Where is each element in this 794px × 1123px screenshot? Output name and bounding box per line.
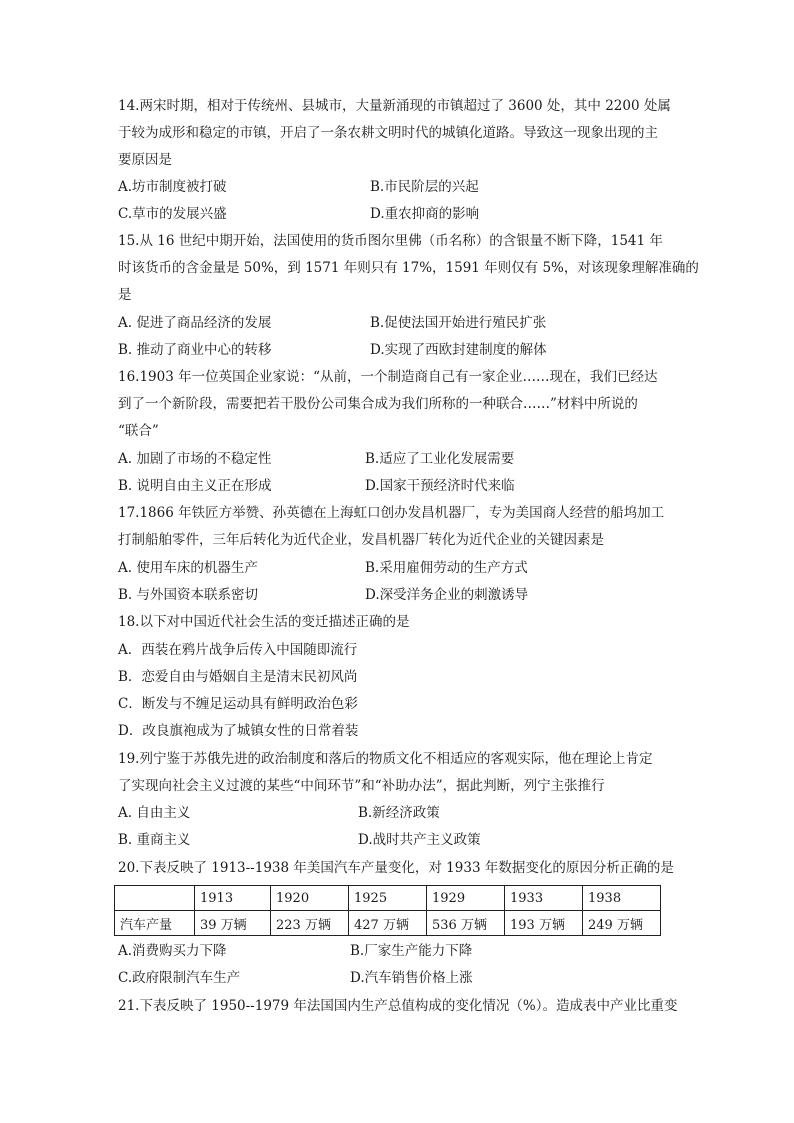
table-cell: 536 万辆 [427, 911, 505, 936]
q19-option-c: B. 重商主义 [118, 832, 191, 848]
q19-stem-line-1: 19.列宁鉴于苏俄先进的政治制度和落后的物质文化不相适应的客观实际，他在理论上肯定 [118, 751, 653, 767]
q16-stem-line-3: “联合” [118, 423, 159, 439]
q17-stem-line-1: 17.1866 年铁匠方举赞、孙英德在上海虹口创办发昌机器厂，专为美国商人经营的船坞加工 [118, 505, 665, 521]
q19-option-d: D.战时共产主义政策 [358, 832, 481, 848]
q14-option-b: B.市民阶层的兴起 [370, 179, 479, 195]
table-cell: 223 万辆 [271, 911, 349, 936]
q15-option-b: B.促使法国开始进行殖民扩张 [370, 315, 547, 331]
q15-stem-line-3: 是 [118, 287, 132, 303]
q18-stem-line-1: 18.以下对中国近代社会生活的变迁描述正确的是 [118, 614, 410, 630]
table-header-cell: 1938 [583, 886, 661, 911]
q17-option-d: D.深受洋务企业的刺激诱导 [365, 587, 529, 603]
q19-option-b: B.新经济政策 [358, 805, 440, 821]
q18-option-b: B．恋爱自由与婚姻自主是清末民初风尚 [118, 669, 358, 685]
table-header-cell: 1920 [271, 886, 349, 911]
table-header-cell [115, 886, 195, 911]
car-production-table [114, 885, 661, 936]
q20-option-d: D.汽车销售价格上涨 [350, 970, 473, 986]
table-header-cell: 1933 [505, 886, 583, 911]
q17-option-c: B. 与外国资本联系密切 [118, 587, 259, 603]
q17-stem-line-2: 打制船舶零件，三年后转化为近代企业，发昌机器厂转化为近代企业的关键因素是 [118, 532, 604, 548]
table-row [115, 911, 661, 936]
table-row-label: 汽车产量 [115, 911, 195, 936]
q16-stem-line-2: 到了一个新阶段，需要把若干股份公司集合成为我们所称的一种联合……”材料中所说的 [118, 396, 638, 412]
q18-option-d: D．改良旗袍成为了城镇女性的日常着装 [118, 723, 359, 739]
table-header-cell: 1925 [349, 886, 427, 911]
q17-option-a: A. 使用车床的机器生产 [118, 560, 258, 576]
q16-option-b: B.适应了工业化发展需要 [365, 451, 515, 467]
table-cell: 39 万辆 [195, 911, 271, 936]
q21-stem-line-1: 21.下表反映了 1950--1979 年法国国内生产总值构成的变化情况（%）。造成表中产业比重变 [118, 998, 678, 1014]
table-cell: 249 万辆 [583, 911, 661, 936]
q14-stem-line-2: 于较为成形和稳定的市镇，开启了一条农耕文明时代的城镇化道路。导致这一现象出现的主 [118, 125, 658, 141]
table-header-cell: 1929 [427, 886, 505, 911]
q20-option-b: B.厂家生产能力下降 [350, 943, 473, 959]
q14-stem-line-1: 14.两宋时期，相对于传统州、县城市，大量新涌现的市镇超过了 3600 处，其中 2200 处属 [118, 98, 671, 114]
q16-stem-line-1: 16.1903 年一位英国企业家说：“从前，一个制造商自己有一家企业……现在，我们已经达 [118, 369, 658, 385]
q19-stem-line-2: 了实现向社会主义过渡的某些“中间环节”和“补助办法”，据此判断，列宁主张推行 [118, 778, 605, 794]
q15-stem-line-2: 时该货币的含金量是 50%，到 1571 年则只有 17%，1591 年则仅有 5%，对该现象理解准确的 [118, 260, 699, 276]
q18-option-c: C．断发与不缠足运动具有鲜明政治色彩 [118, 696, 358, 712]
table-cell: 193 万辆 [505, 911, 583, 936]
q15-stem-line-1: 15.从 16 世纪中期开始，法国使用的货币图尔里佛（币名称）的含银量不断下降，1541 年 [118, 233, 663, 249]
q14-option-a: A.坊市制度被打破 [118, 179, 227, 195]
q17-option-b: B.采用雇佣劳动的生产方式 [365, 560, 528, 576]
q15-option-a: A. 促进了商品经济的发展 [118, 315, 272, 331]
table-header-row [115, 886, 661, 911]
q19-option-a: A. 自由主义 [118, 805, 191, 821]
q20-option-a: A.消费购买力下降 [118, 943, 227, 959]
q15-option-d: D.实现了西欧封建制度的解体 [370, 342, 547, 358]
q15-option-c: B. 推动了商业中心的转移 [118, 342, 272, 358]
q20-option-c: C.政府限制汽车生产 [118, 970, 241, 986]
q20-stem-line-1: 20.下表反映了 1913--1938 年美国汽车产量变化，对 1933 年数据变化的原因分析正确的是 [118, 860, 674, 876]
table-header-cell: 1913 [195, 886, 271, 911]
q18-option-a: A．西装在鸦片战争后传入中国随即流行 [118, 642, 358, 658]
q14-option-c: C.草市的发展兴盛 [118, 206, 227, 222]
q14-option-d: D.重农抑商的影响 [370, 206, 480, 222]
table-cell: 427 万辆 [349, 911, 427, 936]
q16-option-a: A. 加剧了市场的不稳定性 [118, 451, 272, 467]
q16-option-c: B. 说明自由主义正在形成 [118, 478, 272, 494]
q16-option-d: D.国家干预经济时代来临 [365, 478, 515, 494]
q14-stem-line-3: 要原因是 [118, 152, 172, 168]
